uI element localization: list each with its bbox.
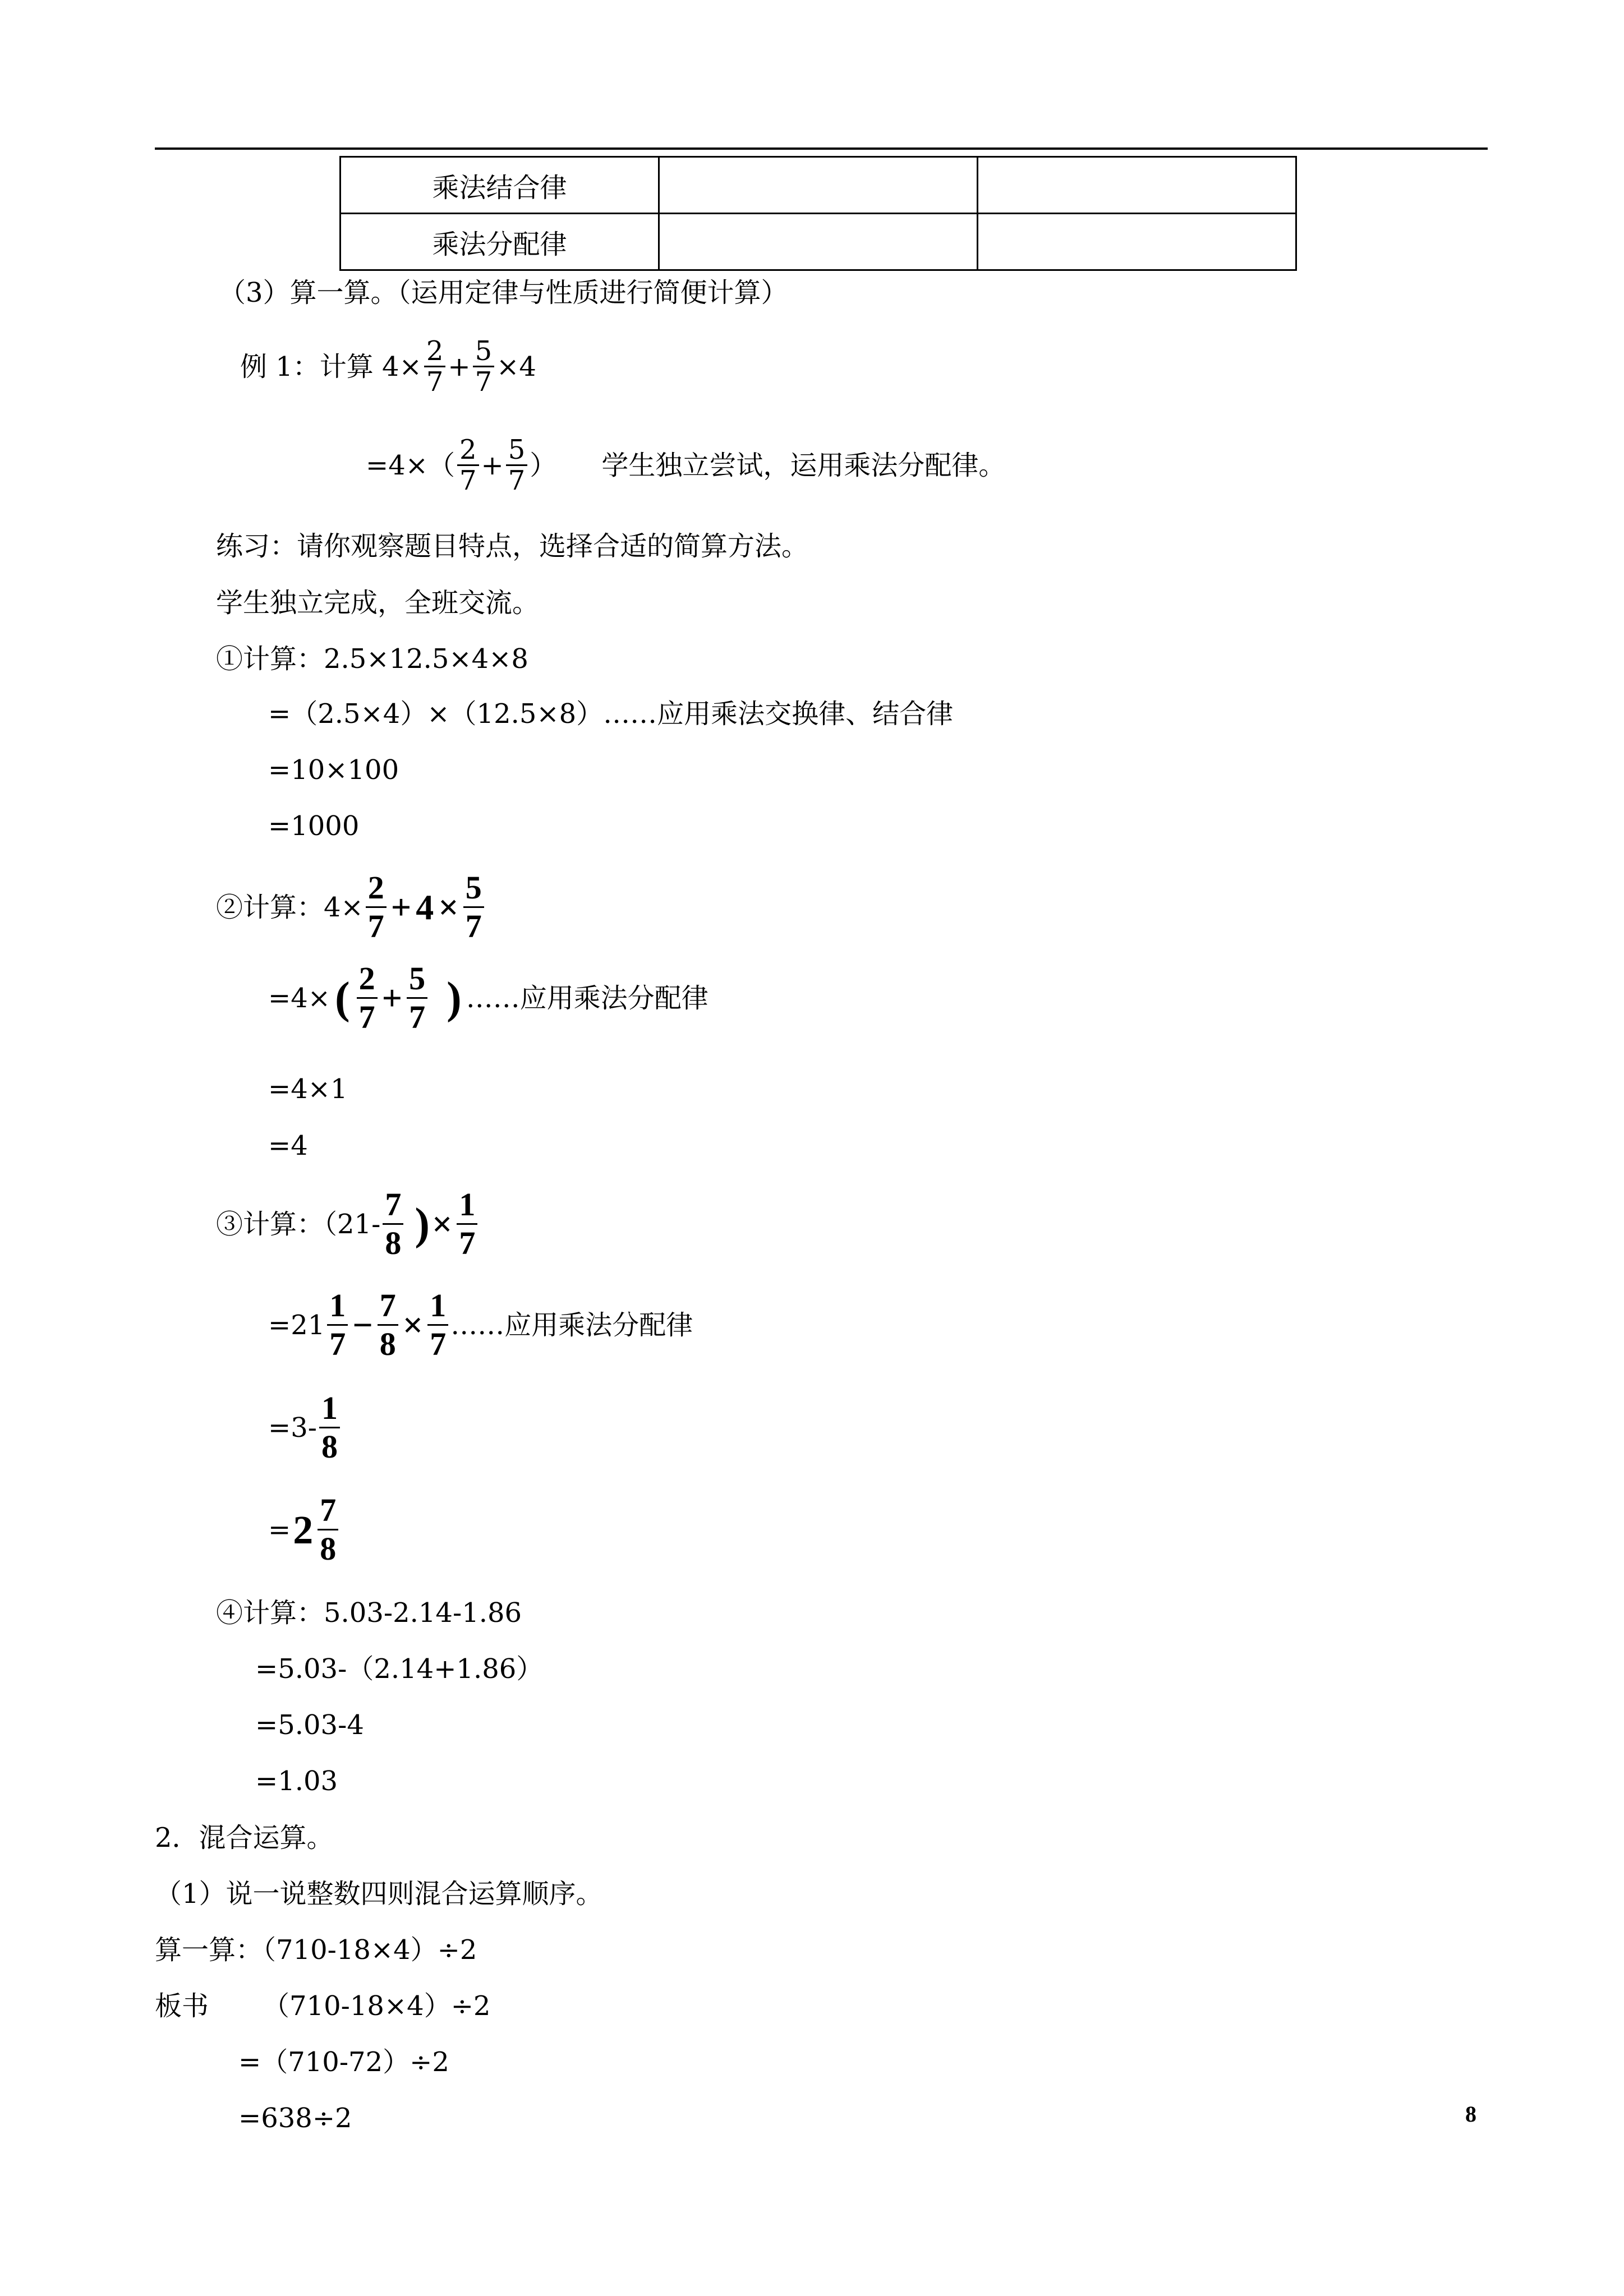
question-2-step: =4× ( $\frac{2}{7}$ + $\frac{5}{7}$ ) ……应用乘法分配律: [268, 960, 709, 1035]
table-row: [341, 157, 1296, 214]
page-number: 8: [1465, 2101, 1476, 2127]
law-label: 乘法分配律: [341, 214, 659, 270]
example-1: 例 1：计算 4× $\frac{2}{7}$ + $\frac{5}{7}$ ×4: [240, 335, 536, 398]
empty-cell: [659, 214, 978, 270]
question-4: ④计算：5.03-2.14-1.86: [216, 1597, 522, 1629]
question-1-step: =（2.5×4）×（12.5×8）……应用乘法交换律、结合律: [268, 698, 954, 730]
fraction: $\frac{1}{7}$: [457, 1186, 477, 1262]
question-4-step: =5.03-（2.14+1.86）: [255, 1653, 544, 1685]
fraction: $\frac{7}{8}$: [318, 1492, 338, 1567]
question-3-step: =3- $\frac{1}{8}$: [268, 1390, 342, 1465]
board-step: =638÷2: [238, 2103, 352, 2134]
question-4-step: =1.03: [255, 1765, 338, 1797]
fraction: $\frac{1}{7}$: [427, 1287, 448, 1363]
example-1-step: =4×（ $\frac{2}{7}$ + $\frac{5}{7}$ ） 学生独立尝试，运用乘法分配律。: [366, 434, 1006, 496]
fraction: $\frac{1}{8}$: [319, 1390, 340, 1465]
question-3-step: =21 $\frac{1}{7}$ − $\frac{7}{8}$ × $\frac{1}{7}$ ……应用乘法分配律: [268, 1287, 693, 1362]
question-3: ③计算：（21- $\frac{7}{8}$ ) × $\frac{1}{7}$: [216, 1186, 480, 1262]
question-1-step: =10×100: [268, 754, 399, 786]
fraction: $\frac{5}{7}$: [407, 960, 427, 1036]
question-1: ①计算：2.5×12.5×4×8: [216, 643, 528, 675]
fraction: $\frac{2}{7}$: [457, 435, 479, 495]
question-4-step: =5.03-4: [255, 1709, 364, 1741]
law-label: 乘法结合律: [341, 157, 659, 214]
question-2: ②计算：4× $\frac{2}{7}$ + 4 × $\frac{5}{7}$: [216, 869, 486, 945]
board-line: 板书 （710-18×4）÷2: [155, 1990, 491, 2022]
fraction: $\frac{7}{8}$: [383, 1186, 403, 1262]
practice-line: 练习：请你观察题目特点，选择合适的简算方法。: [216, 531, 809, 562]
section-2-heading: 2．混合运算。: [155, 1822, 334, 1854]
fraction: $\frac{2}{7}$: [366, 869, 387, 945]
fraction: $\frac{1}{7}$: [327, 1287, 348, 1363]
calc-line: 算一算：（710-18×4）÷2: [155, 1934, 477, 1966]
header-rule: [155, 147, 1488, 150]
empty-cell: [659, 157, 978, 214]
empty-cell: [978, 214, 1296, 270]
fraction: $\frac{5}{7}$: [463, 869, 484, 945]
student-line: 学生独立完成，全班交流。: [216, 587, 540, 619]
table-row: [341, 214, 1296, 270]
fraction: $\frac{2}{7}$: [424, 336, 446, 397]
fraction: $\frac{5}{7}$: [506, 435, 528, 495]
question-3-step: = 2 $\frac{7}{8}$: [268, 1492, 341, 1567]
laws-table: [339, 156, 1297, 271]
fraction: $\frac{5}{7}$: [473, 336, 495, 397]
board-step: =（710-72）÷2: [238, 2046, 449, 2078]
question-2-step: =4×1: [268, 1073, 348, 1105]
empty-cell: [978, 157, 1296, 214]
fraction: $\frac{7}{8}$: [378, 1287, 398, 1363]
question-1-step: =1000: [268, 810, 360, 842]
section-heading: （3）算一算。（运用定律与性质进行简便计算）: [219, 277, 788, 308]
fraction: $\frac{2}{7}$: [357, 960, 378, 1036]
question-2-step: =4: [268, 1130, 308, 1161]
section-2-sub: （1）说一说整数四则混合运算顺序。: [155, 1878, 603, 1910]
